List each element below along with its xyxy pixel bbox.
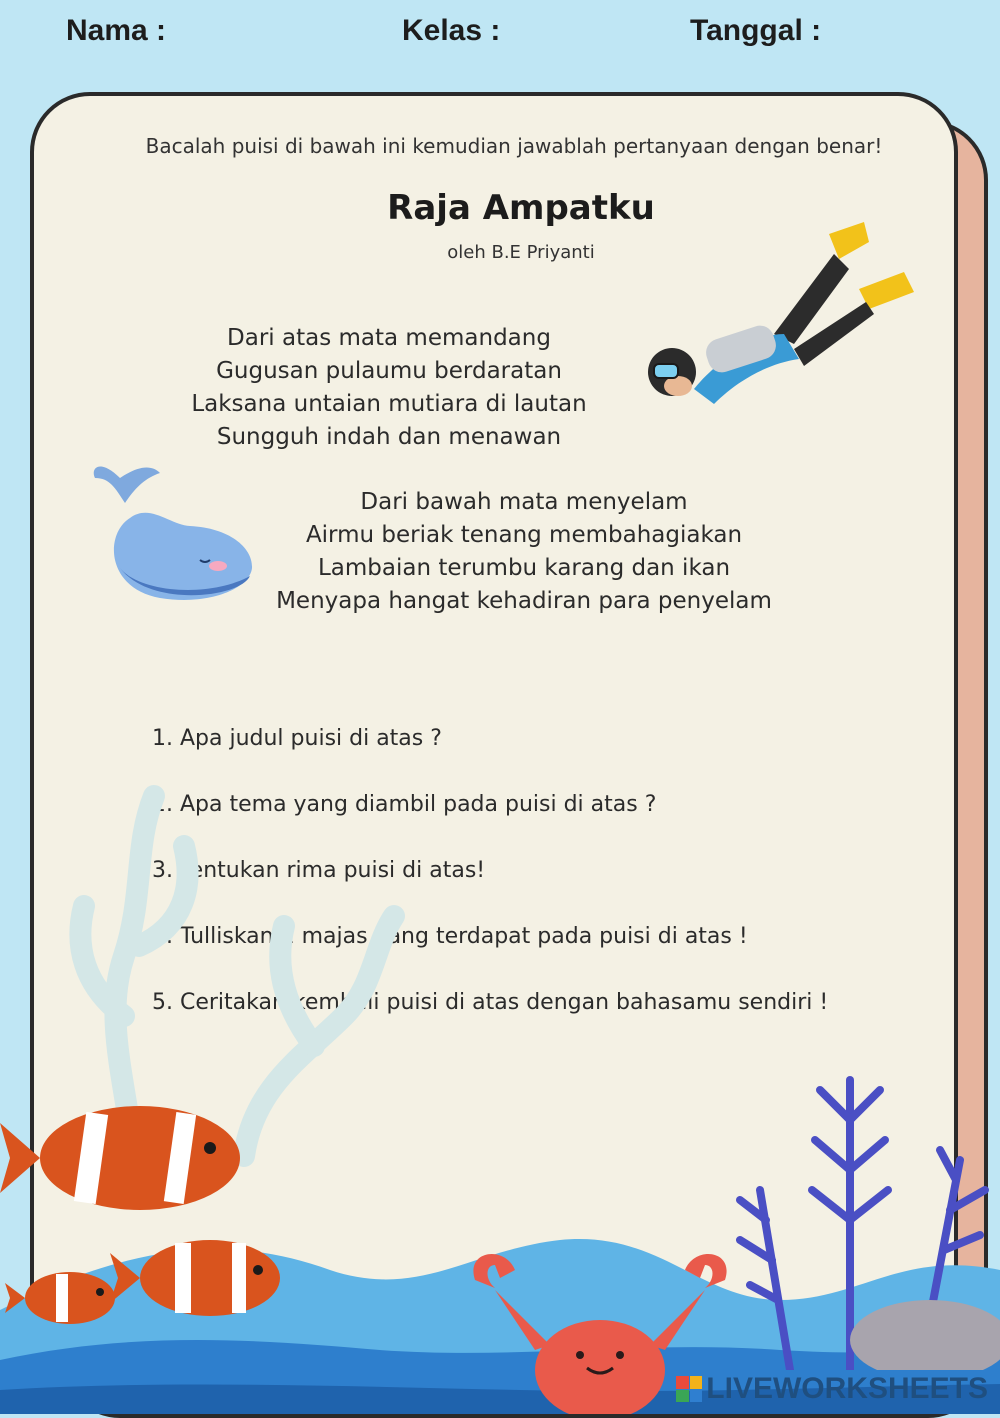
diver-illustration bbox=[634, 214, 924, 424]
poem-author: oleh B.E Priyanti bbox=[447, 242, 595, 263]
poem-line: Gugusan pulaumu berdaratan bbox=[216, 358, 562, 384]
poem-line: Menyapa hangat kehadiran para penyelam bbox=[276, 588, 772, 614]
liveworksheets-logo-icon bbox=[676, 1376, 702, 1402]
instruction-text: Bacalah puisi di bawah ini kemudian jawablah pertanyaan dengan benar! bbox=[145, 134, 883, 158]
poem-line: Laksana untaian mutiara di lautan bbox=[191, 391, 587, 417]
question-item: 5. Ceritakan kembali puisi di atas dengan bahasamu sendiri ! bbox=[152, 990, 829, 1015]
nama-label: Nama : bbox=[66, 14, 167, 47]
coral-illustration bbox=[700, 1040, 1000, 1370]
poem-line: Airmu beriak tenang membahagiakan bbox=[305, 522, 743, 548]
watermark-text: LIVEWORKSHEETS bbox=[706, 1372, 988, 1405]
poem-line: Dari bawah mata menyelam bbox=[360, 489, 688, 515]
poem-line: Dari atas mata memandang bbox=[227, 325, 551, 351]
poem-line: Lambaian terumbu karang dan ikan bbox=[317, 555, 731, 581]
poem-line: Sungguh indah dan menawan bbox=[216, 424, 562, 450]
poem-stanza-1 bbox=[184, 322, 594, 454]
clownfish-illustration bbox=[0, 1098, 320, 1338]
question-item: 2. Apa tema yang diambil pada puisi di atas ? bbox=[152, 792, 657, 817]
question-item: 3. Tentukan rima puisi di atas! bbox=[152, 858, 486, 883]
question-item: 4. Tulliskan 1 majas yang terdapat pada puisi di atas ! bbox=[152, 924, 748, 949]
question-item: 1. Apa judul puisi di atas ? bbox=[152, 726, 442, 751]
liveworksheets-watermark bbox=[676, 1372, 988, 1406]
whale-illustration bbox=[90, 458, 260, 608]
tanggal-label: Tanggal : bbox=[690, 14, 822, 47]
kelas-label: Kelas : bbox=[402, 14, 501, 47]
poem-title: Raja Ampatku bbox=[387, 188, 655, 228]
poem-stanza-2 bbox=[274, 486, 774, 618]
